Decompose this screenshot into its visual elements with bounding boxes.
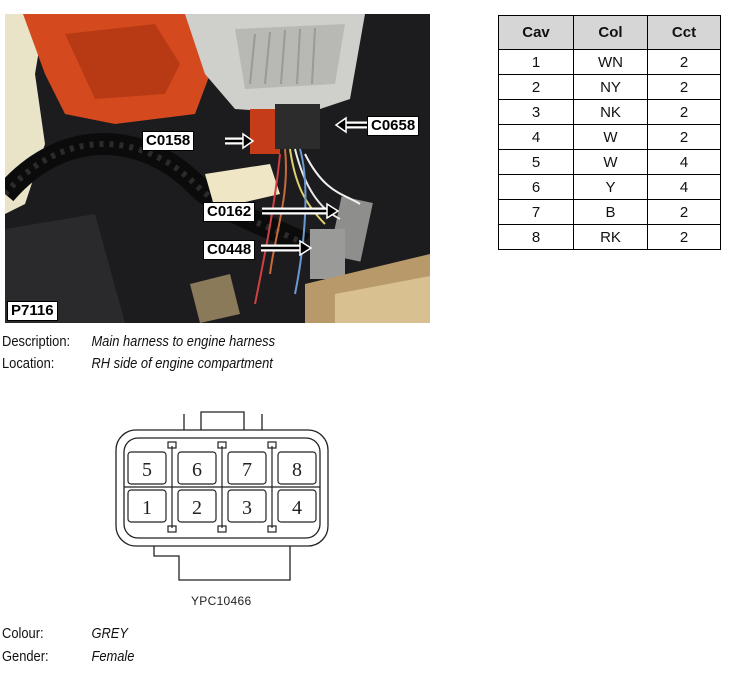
cell-cav: 5 <box>499 150 574 175</box>
pin-8-label: 8 <box>292 459 302 481</box>
engine-bay-photo <box>5 14 430 323</box>
cell-col: Y <box>574 175 648 200</box>
cell-cct: 4 <box>648 175 721 200</box>
cell-cav: 1 <box>499 50 574 75</box>
pin-5-label: 5 <box>142 459 152 481</box>
callout-c0658: C0658 <box>367 116 419 136</box>
cell-cct: 2 <box>648 225 721 250</box>
callout-c0162: C0162 <box>203 202 255 222</box>
pin-1-label: 1 <box>142 497 152 519</box>
cavity-table <box>498 15 721 250</box>
description-line <box>2 333 275 351</box>
cell-cav: 3 <box>499 100 574 125</box>
colour-value: GREY <box>91 625 129 642</box>
cell-col: NY <box>574 75 648 100</box>
table-row <box>499 175 721 200</box>
table-row <box>499 100 721 125</box>
location-line <box>2 355 273 373</box>
pin-7-label: 7 <box>242 459 252 481</box>
pin-2-label: 2 <box>192 497 202 519</box>
table-row <box>499 50 721 75</box>
table-row <box>499 150 721 175</box>
cell-col: B <box>574 200 648 225</box>
header-cct: Cct <box>648 16 721 50</box>
connector-face-diagram <box>104 406 344 586</box>
table-row <box>499 75 721 100</box>
callout-c0158: C0158 <box>142 131 194 151</box>
location-label: Location: <box>2 355 55 372</box>
photo-illustration <box>5 14 430 323</box>
part-code: YPC10466 <box>191 594 252 608</box>
cell-cct: 4 <box>648 150 721 175</box>
gender-label: Gender: <box>2 648 49 665</box>
header-cav: Cav <box>499 16 574 50</box>
pin-4-label: 4 <box>292 497 302 519</box>
cell-cav: 2 <box>499 75 574 100</box>
cell-cct: 2 <box>648 200 721 225</box>
cell-col: W <box>574 125 648 150</box>
location-value: RH side of engine compartment <box>91 355 273 372</box>
cell-cav: 6 <box>499 175 574 200</box>
table-row <box>499 125 721 150</box>
cell-col: WN <box>574 50 648 75</box>
colour-label: Colour: <box>2 625 44 642</box>
description-label: Description: <box>2 333 71 350</box>
cell-cct: 2 <box>648 100 721 125</box>
cell-cct: 2 <box>648 75 721 100</box>
table-row <box>499 225 721 250</box>
cell-cav: 8 <box>499 225 574 250</box>
cell-cav: 4 <box>499 125 574 150</box>
pin-6-label: 6 <box>192 459 202 481</box>
cell-col: RK <box>574 225 648 250</box>
description-value: Main harness to engine harness <box>91 333 276 350</box>
cell-cct: 2 <box>648 50 721 75</box>
callout-c0448: C0448 <box>203 240 255 260</box>
gender-line <box>2 648 134 666</box>
table-header-row <box>499 16 721 50</box>
colour-line <box>2 625 128 643</box>
pin-3-label: 3 <box>242 497 252 519</box>
cell-cav: 7 <box>499 200 574 225</box>
gender-value: Female <box>91 648 135 665</box>
cell-cct: 2 <box>648 125 721 150</box>
photo-reference-label: P7116 <box>7 301 58 321</box>
cell-col: W <box>574 150 648 175</box>
header-col: Col <box>574 16 648 50</box>
table-row <box>499 200 721 225</box>
cell-col: NK <box>574 100 648 125</box>
